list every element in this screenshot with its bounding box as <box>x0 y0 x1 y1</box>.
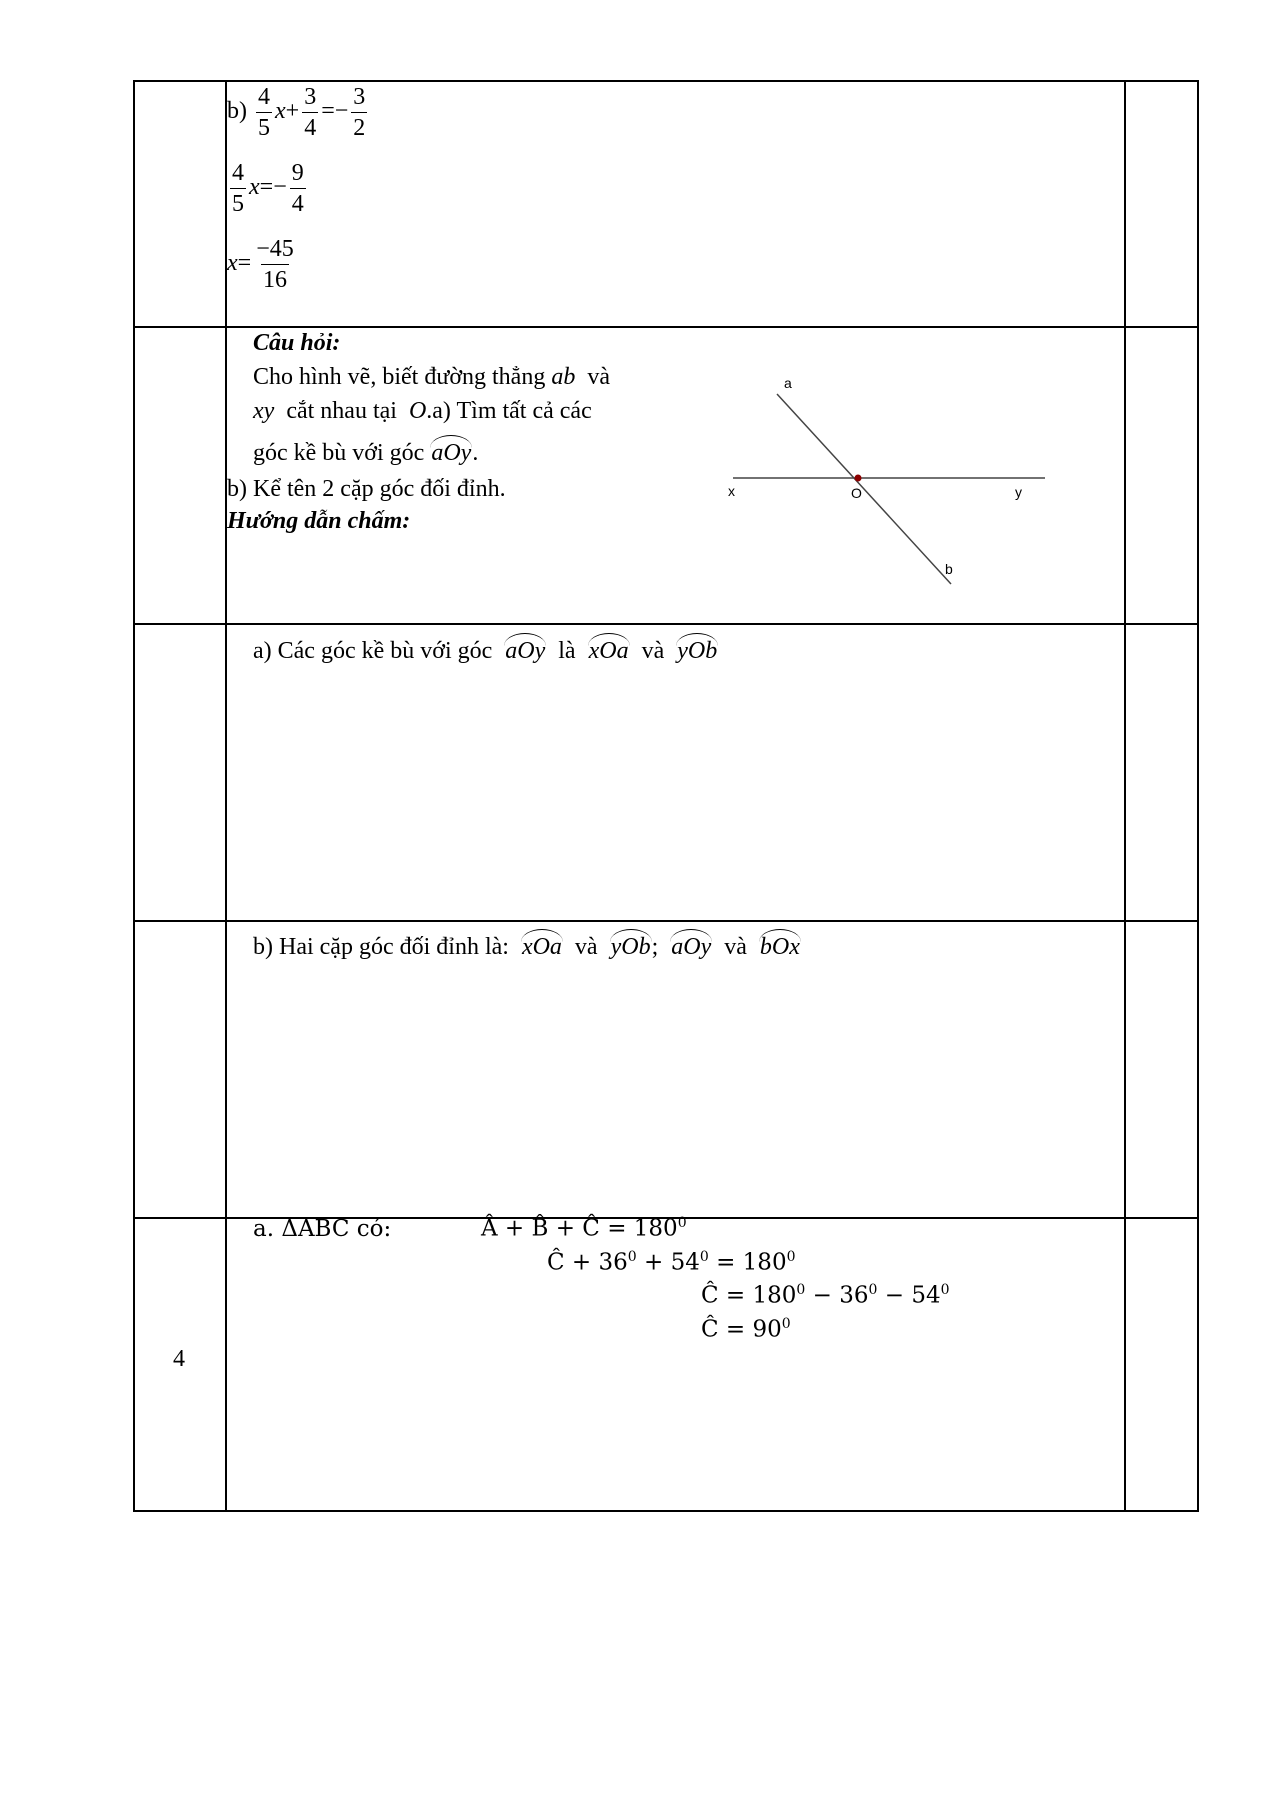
answer-a: a) Các góc kề bù với góc aOy là xOa và yOb <box>253 638 718 664</box>
intersecting-lines-figure <box>715 332 1195 622</box>
math-line-3: Ĉ = $180^0 - 36^0 - 54^0$ <box>701 1282 950 1309</box>
fraction: $\frac{3}{4}$ <box>304 84 317 141</box>
label-a: a <box>784 375 792 391</box>
line-ab <box>777 394 951 584</box>
grading-table <box>133 80 1199 1512</box>
fraction: $\frac{4}{5}$ <box>258 84 270 141</box>
question-line-2: xy cắt nhau tại O.a) Tìm tất cả các <box>253 398 592 424</box>
part-b-label: b) <box>227 98 247 125</box>
math-line-1: Â + B̂ + Ĉ = $180^0$ <box>481 1215 687 1242</box>
column-divider-2 <box>1124 82 1126 1510</box>
triangle-label: a. ΔABC có: <box>253 1216 392 1242</box>
angle-aOy: aOy <box>431 440 472 466</box>
row-divider-1 <box>135 326 1197 328</box>
angle-yOb: yOb <box>610 934 651 960</box>
point-O <box>855 475 862 482</box>
fraction: $\frac{9}{4}$ <box>291 160 304 217</box>
label-b: b <box>945 561 953 577</box>
equation-line-3: x= $\frac{-45}{16}$ <box>227 236 294 293</box>
label-O: O <box>851 485 862 501</box>
guide-title: Hướng dẫn chấm: <box>227 508 411 534</box>
angle-aOy: aOy <box>505 638 546 664</box>
angle-bOx: bOx <box>759 934 800 960</box>
fraction: $\frac{4}{5}$ <box>232 160 244 217</box>
angle-xOa: xOa <box>521 934 562 960</box>
angle-yOb: yOb <box>677 638 718 664</box>
row-divider-3 <box>135 920 1197 922</box>
math-line-4: Ĉ = $90^0$ <box>701 1316 791 1343</box>
question-number: 4 <box>173 1346 185 1372</box>
column-divider-1 <box>225 82 227 1510</box>
math-line-2: Ĉ + $36^0 + 54^0 = 180^0$ <box>547 1249 796 1276</box>
angle-xOa: xOa <box>588 638 629 664</box>
equation-line-1: b) $\frac{4}{5}$ x+ $\frac{3}{4}$ =− $\frac{3}{2}$ <box>227 84 366 141</box>
row-divider-2 <box>135 623 1197 625</box>
question-line-1: Cho hình vẽ, biết đường thẳng ab và <box>253 364 610 390</box>
question-line-3: góc kề bù với góc aOy. <box>253 440 479 466</box>
question-title: Câu hỏi: <box>253 330 341 356</box>
angle-aOy: aOy <box>671 934 712 960</box>
label-y: y <box>1015 484 1022 500</box>
equation-line-2: $\frac{4}{5}$ x=− $\frac{9}{4}$ <box>232 160 304 217</box>
question-line-4: b) Kể tên 2 cặp góc đối đỉnh. <box>227 476 506 502</box>
fraction: $\frac{-45}{16}$ <box>256 236 294 293</box>
label-x: x <box>728 483 735 499</box>
fraction: $\frac{3}{2}$ <box>353 84 366 141</box>
answer-b: b) Hai cặp góc đối đỉnh là: xOa và yOb; aOy và bOx <box>253 934 800 960</box>
